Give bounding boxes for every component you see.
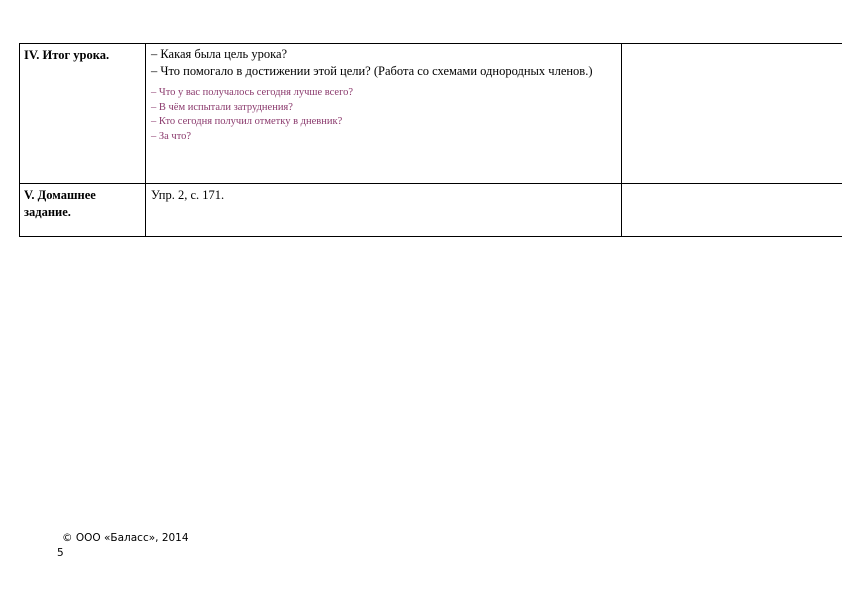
sub-question-list [151, 86, 616, 144]
sub-question: – В чём испытали затруднения? [151, 101, 293, 113]
content-cell [146, 184, 622, 237]
stage-cell [20, 184, 146, 237]
stage-title: V. Домашнее задание. [24, 188, 96, 219]
table-row [20, 184, 842, 237]
content-cell [146, 44, 622, 184]
sub-question: – Кто сегодня получил отметку в дневник? [151, 116, 343, 128]
table-row [20, 44, 842, 184]
notes-cell [622, 44, 842, 184]
page-number: 5 [57, 547, 64, 559]
stage-title: IV. Итог урока. [24, 48, 110, 62]
footer-copyright: © ООО «Баласс», 2014 [62, 532, 189, 544]
homework-text: Упр. 2, с. 171. [151, 188, 225, 202]
question: – Какая была цель урока? [151, 47, 288, 61]
sub-question: – За что? [151, 130, 192, 142]
notes-cell [622, 184, 842, 237]
sub-question: – Что у вас получалось сегодня лучше всего? [151, 87, 354, 98]
content-block [146, 44, 621, 144]
lesson-plan-table [19, 43, 842, 237]
question: – Что помогало в достижении этой цели? (Работа со схемами однородных членов.) [151, 63, 593, 78]
stage-cell [20, 44, 146, 184]
